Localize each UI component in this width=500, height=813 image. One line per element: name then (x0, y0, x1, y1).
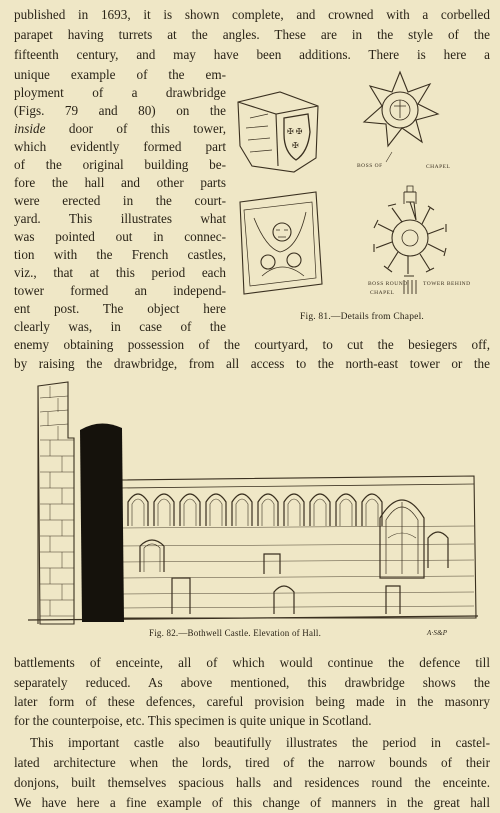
body-line: tower formed an independ- (14, 283, 226, 298)
body-line: This important castle also beautifully illustrates the period in castel- (30, 735, 490, 750)
body-line: We have here a fine example of this change of manners in the great hall (14, 795, 490, 810)
body-line: donjons, built themselves spacious halls and residences round the enceinte. (14, 775, 490, 790)
fig82-signature: A·S&P (427, 629, 448, 637)
body-line: tion with the French castles, (14, 247, 226, 262)
body-line: inside door of this tower, (14, 121, 226, 136)
body-line: fifteenth century, and may have been additions. There is here a (14, 47, 490, 62)
body-line: published in 1693, it is shown complete, and crowned with a corbelled (14, 7, 490, 22)
fig81-label-chapel2: CHAPEL (370, 290, 395, 296)
body-line: of the original building be- (14, 157, 226, 172)
body-line: separately reduced. As above mentioned, this drawbridge shows the (14, 675, 490, 690)
body-line: fore the hall and other parts (14, 175, 226, 190)
body-line: yard. This illustrates what (14, 211, 226, 226)
fig81-label-chapel: CHAPEL (426, 164, 451, 170)
body-line: were erected in the court- (14, 193, 226, 208)
body-line: was pointed out in connec- (14, 229, 226, 244)
body-line: parapet having turrets at the angles. These are in the style of the (14, 27, 490, 42)
body-line: battlements of enceinte, all of which would continue the defence till (14, 655, 490, 670)
fig81-illustration (232, 62, 494, 304)
fig81-label-boss-round: BOSS ROUND (368, 281, 408, 287)
fig81-caption: Fig. 81.—Details from Chapel. (300, 312, 425, 322)
body-line: ployment of a drawbridge (14, 85, 226, 100)
fig82-caption: Fig. 82.—Bothwell Castle. Elevation of Hall. (149, 628, 322, 638)
body-line: viz., that at this period each (14, 265, 226, 280)
fig81-label-tower-behind: TOWER BEHIND (423, 281, 471, 287)
body-line: clearly was, in case of the (14, 319, 226, 334)
body-line: for the counterpoise, etc. This specimen is quite unique in Scotland. (14, 713, 372, 728)
body-line: by raising the drawbridge, from all access to the north-east tower or the (14, 356, 490, 371)
body-line: ent post. The object here (14, 301, 226, 316)
fig82-illustration (28, 378, 480, 626)
svg-text:✠: ✠ (292, 141, 299, 150)
body-line: (Figs. 79 and 80) on the (14, 103, 226, 118)
body-line: lated architecture when the lords, tired of the narrow bounds of their (14, 755, 490, 770)
body-line: later form of these defences, careful provision being made in the masonry (14, 694, 490, 709)
body-line: unique example of the em- (14, 67, 226, 82)
svg-text:✠ ✠: ✠ ✠ (287, 127, 303, 136)
body-line: enemy obtaining possession of the courtyard, to cut the besiegers off, (14, 337, 490, 352)
body-line: which evidently formed part (14, 139, 226, 154)
fig81-label-boss-of: BOSS OF (357, 163, 383, 169)
